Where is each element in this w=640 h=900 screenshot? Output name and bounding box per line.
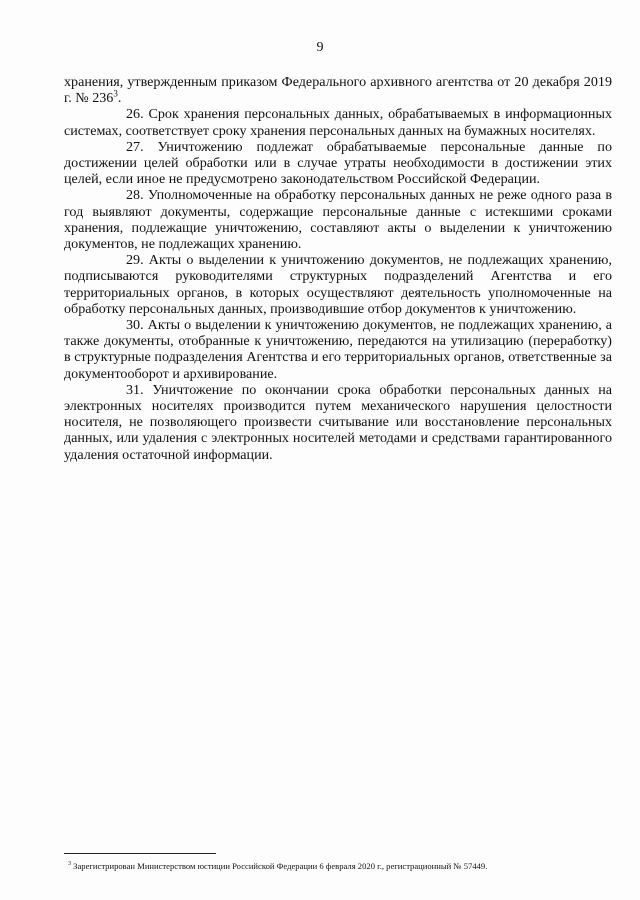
footnote-separator xyxy=(64,853,216,854)
footnote xyxy=(68,861,628,872)
paragraph-text: хранения, утвержденным приказом Федерального архивного агентства от 20 декабря 2019 г. № 236 xyxy=(64,74,612,107)
paragraph-26: 26. Срок хранения персональных данных, обрабатываемых в информационных системах, соответствует сроку хранения персональных данных на бумажных носителях. xyxy=(64,106,612,139)
footnote-text: Зарегистрирован Министерством юстиции Российской Федерации 6 февраля 2020 г., регистрационный № 57449. xyxy=(71,861,488,871)
document-body xyxy=(64,74,612,463)
paragraph-29: 29. Акты о выделении к уничтожению документов, не подлежащих хранению, подписываются руководителями структурных подразделений Агентства и его территориальных органов, в которых осуществляют деятельность уполномоченные на обработку персональных данных, производившие отбор документов к уничтожению. xyxy=(64,252,612,317)
paragraph-31: 31. Уничтожение по окончании срока обработки персональных данных на электронных носителях производится путем механического нарушения целостности носителя, не позволяющего произвести считывание или восстановление персональных данных, или удаления с электронных носителей методами и средствами гарантированного удаления остаточной информации. xyxy=(64,381,612,463)
paragraph-30: 30. Акты о выделении к уничтожению документов, не подлежащих хранению, а также документы, отобранные к уничтожению, передаются на утилизацию (переработку) в структурные подразделения Агентства и его территориальных органов, ответственные за документооборот и архивирование. xyxy=(64,317,612,382)
footnote-mark: 3 xyxy=(68,861,71,868)
page-number: 9 xyxy=(316,40,324,55)
paragraph-tail: . xyxy=(117,90,122,107)
paragraph-continuation xyxy=(64,74,612,106)
paragraph-28: 28. Уполномоченные на обработку персональных данных не реже одного раза в год выявляют документы, содержащие персональные данные с истекшими сроками хранения, подлежащие уничтожению, составляют акты о выделении к уничтожению документов, не подлежащих хранению. xyxy=(64,187,612,253)
paragraph-27: 27. Уничтожению подлежат обрабатываемые персональные данные по достижении целей обработки или в случае утраты необходимости в достижении этих целей, если иное не предусмотрено законодательством Российской Федерации. xyxy=(64,138,612,188)
footnote-reference[interactable]: 3 xyxy=(113,88,118,99)
